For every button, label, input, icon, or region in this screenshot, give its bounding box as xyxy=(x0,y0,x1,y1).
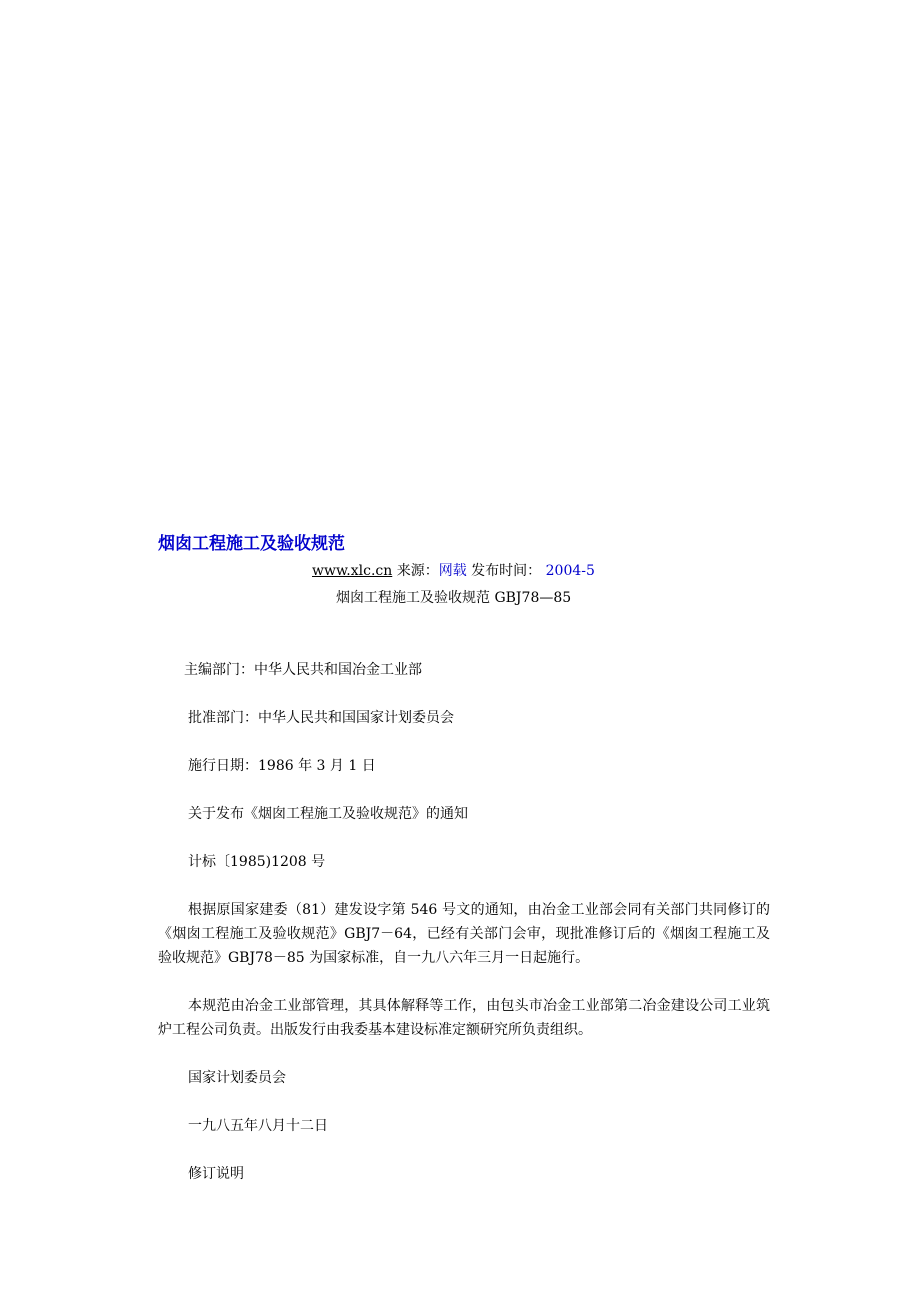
source-label: 来源： xyxy=(396,563,439,579)
site-link[interactable]: www.xlc.cn xyxy=(312,563,393,579)
notice-number: 计标〔1985)1208 号 xyxy=(188,854,326,870)
notice-title: 关于发布《烟囱工程施工及验收规范》的通知 xyxy=(188,806,468,822)
management-paragraph: 本规范由冶金工业部管理，其具体解释等工作，由包头市冶金工业部第二冶金建设公司工业筑炉工程公司负责。出版发行由我委基本建设标准定额研究所负责组织。 xyxy=(158,998,770,1038)
source-value[interactable]: 网载 xyxy=(438,563,467,579)
effective-date: 施行日期：1986 年 3 月 1 日 xyxy=(188,758,376,774)
standard-code-line: 烟囱工程施工及验收规范 GBJ78—85 xyxy=(336,590,572,606)
issue-date: 一九八五年八月十二日 xyxy=(188,1118,328,1134)
revision-notes-heading: 修订说明 xyxy=(188,1166,244,1182)
issuing-authority: 国家计划委员会 xyxy=(188,1070,286,1086)
approval-department: 批准部门：中华人民共和国国家计划委员会 xyxy=(188,710,454,726)
date-value: 2004-5 xyxy=(545,563,595,579)
source-line xyxy=(312,561,595,581)
editor-department: 主编部门：中华人民共和国冶金工业部 xyxy=(184,662,422,678)
document-title: 烟囱工程施工及验收规范 xyxy=(158,534,345,554)
date-label: 发布时间： xyxy=(471,563,542,579)
notice-body-paragraph: 根据原国家建委（81）建发设字第 546 号文的通知，由冶金工业部会同有关部门共同修订的《烟囱工程施工及验收规范》GBJ7－64，已经有关部门会审，现批准修订后的《烟囱工程施工及验收规范》GBJ78－85 为国家标准，自一九八六年三月一日起施行。 xyxy=(158,902,770,966)
